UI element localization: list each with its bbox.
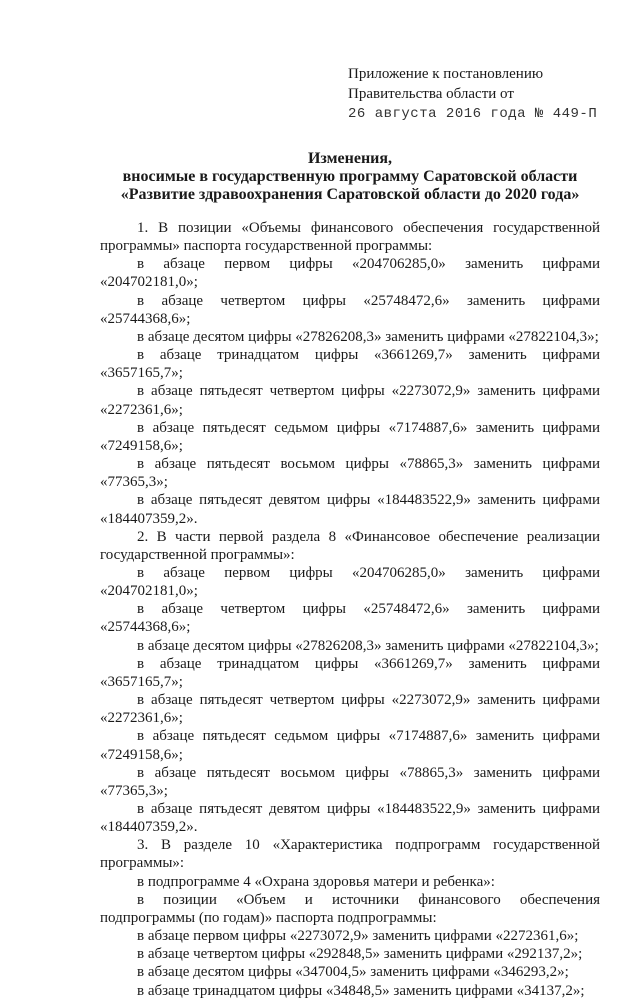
paragraph-3-item: в абзаце четвертом цифры «292848,5» заменить цифрами «292137,2»; <box>137 946 583 963</box>
paragraph-2-item: в абзаце пятьдесят восьмом цифры «78865,3» заменить цифрами «77365,3»; <box>100 764 600 799</box>
document-title <box>100 150 600 204</box>
paragraph-2-item: в абзаце пятьдесят седьмом цифры «7174887,6» заменить цифрами «7249158,6»; <box>100 728 600 763</box>
paragraph-1-item: в абзаце пятьдесят девятом цифры «184483522,9» заменить цифрами «184407359,2». <box>100 492 600 527</box>
title-line-3: «Развитие здравоохранения Саратовской области до 2020 года» <box>120 186 580 203</box>
paragraph-2-item: в абзаце пятьдесят четвертом цифры «2273072,9» заменить цифрами «2272361,6»; <box>100 692 600 727</box>
paragraph-1: 1. В позиции «Объемы финансового обеспечения государственной программы» паспорта государственной программы: <box>100 220 600 255</box>
paragraph-3-position: в позиции «Объем и источники финансового обеспечения подпрограммы (по годам)» паспорта подпрограммы: <box>100 891 600 926</box>
paragraph-2-item: в абзаце первом цифры «204706285,0» заменить цифрами «204702181,0»; <box>100 564 600 600</box>
paragraph-2-item: в абзаце тринадцатом цифры «3661269,7» заменить цифрами «3657165,7»; <box>100 655 600 690</box>
paragraph-1-item: в абзаце тринадцатом цифры «3661269,7» заменить цифрами «3657165,7»; <box>100 347 600 382</box>
paragraph-3: 3. В разделе 10 «Характеристика подпрограмм государственной программы»: <box>100 837 600 872</box>
paragraph-1-item: в абзаце четвертом цифры «25748472,6» заменить цифрами «25744368,6»; <box>100 292 600 327</box>
paragraph-3-item: в абзаце десятом цифры «347004,5» заменить цифрами «346293,2»; <box>137 964 569 981</box>
document-body <box>100 219 600 1000</box>
paragraph-2-item: в абзаце десятом цифры «27826208,3» заменить цифрами «27822104,3»; <box>137 637 599 654</box>
paragraph-1-item: в абзаце пятьдесят седьмом цифры «7174887,6» заменить цифрами «7249158,6»; <box>100 419 600 454</box>
paragraph-3-item: в абзаце тринадцатом цифры «34848,5» заменить цифрами «34137,2»; <box>137 982 585 999</box>
paragraph-1-item: в абзаце первом цифры «204706285,0» заменить цифрами «204702181,0»; <box>100 256 600 291</box>
paragraph-1-item: в абзаце пятьдесят четвертом цифры «2273072,9» заменить цифрами «2272361,6»; <box>100 383 600 418</box>
paragraph-2-item: в абзаце четвертом цифры «25748472,6» заменить цифрами «25744368,6»; <box>100 601 600 636</box>
approval-block <box>348 64 597 124</box>
paragraph-2: 2. В части первой раздела 8 «Финансовое обеспечение реализации государственной программы»: <box>100 528 600 563</box>
paragraph-3-subprogram: в подпрограмме 4 «Охрана здоровья матери и ребенка»: <box>137 873 495 890</box>
approval-line-2: Правительства области от <box>348 86 514 102</box>
title-line-1: Изменения, <box>307 150 393 167</box>
paragraph-1-item: в абзаце десятом цифры «27826208,3» заменить цифрами «27822104,3»; <box>137 328 599 345</box>
title-line-2: вносимые в государственную программу Саратовской области <box>122 168 578 185</box>
paragraph-2-item: в абзаце пятьдесят девятом цифры «184483522,9» заменить цифрами «184407359,2». <box>100 801 600 836</box>
paragraph-3-item: в абзаце первом цифры «2273072,9» заменить цифрами «2272361,6»; <box>137 928 579 945</box>
approval-line-1: Приложение к постановлению <box>348 66 544 82</box>
approval-date-stamp: 26 августа 2016 года № 449-П <box>348 106 598 122</box>
paragraph-1-item: в абзаце пятьдесят восьмом цифры «78865,3» заменить цифрами «77365,3»; <box>100 456 600 491</box>
